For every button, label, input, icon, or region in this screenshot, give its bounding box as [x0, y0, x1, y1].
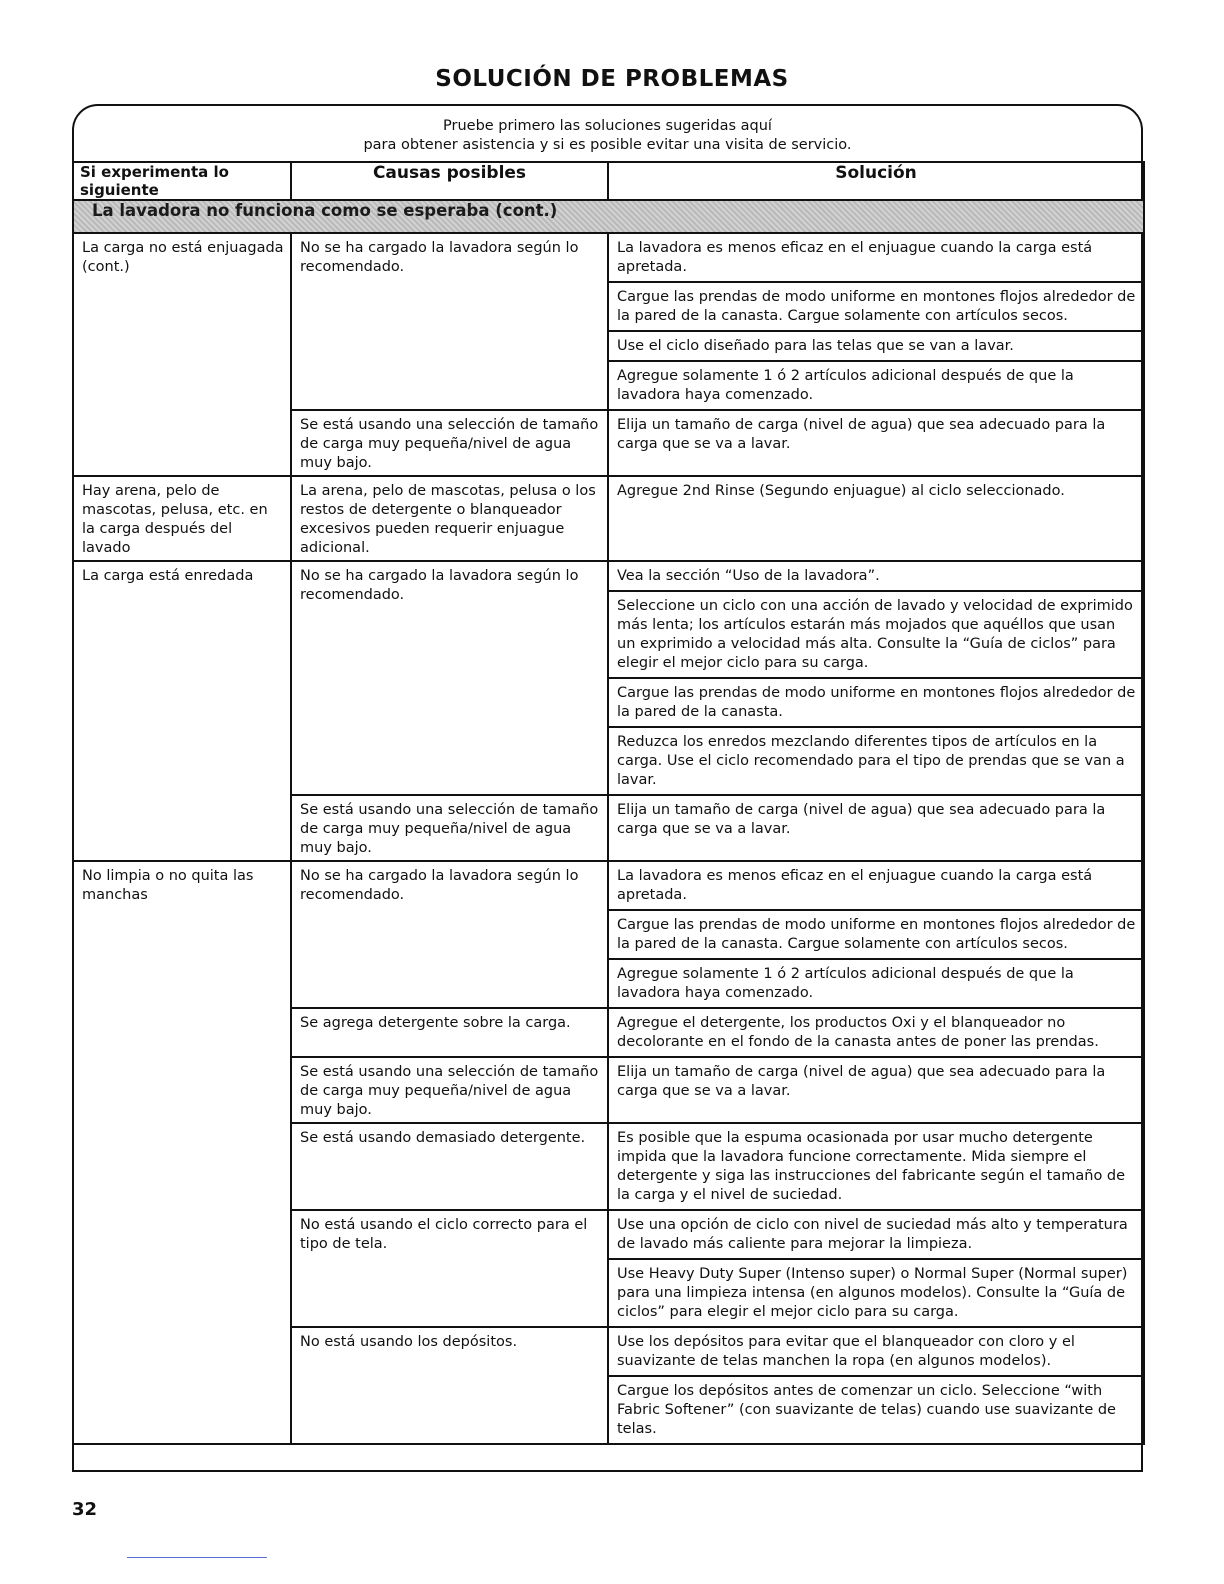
solution-item: Seleccione un ciclo con una acción de lavado y velocidad de exprimido más lenta; los artículos estarán más mojados que aquéllos que usan un exprimido a velocidad más alta. Consulte la “Guía de ciclos” para elegir el mejor ciclo para su carga.: [609, 592, 1143, 679]
symptom-cell: La carga no está enjuagada (cont.): [73, 233, 291, 476]
solution-cell: [608, 1210, 1144, 1327]
cause-cell: No se ha cargado la lavadora según lo recomendado.: [291, 233, 608, 410]
symptom-cell: La carga está enredada: [73, 561, 291, 861]
solution-item: Elija un tamaño de carga (nivel de agua) que sea adecuado para la carga que se va a lavar.: [617, 417, 1106, 452]
solution-item: Use una opción de ciclo con nivel de suciedad más alto y temperatura de lavado más caliente para mejorar la limpieza.: [609, 1211, 1143, 1260]
header-symptom: Si experimenta lo siguiente: [73, 162, 291, 200]
solution-cell: [608, 1008, 1144, 1057]
solution-item: La lavadora es menos eficaz en el enjuague cuando la carga está apretada.: [609, 862, 1143, 911]
footer-line: [127, 1557, 267, 1558]
cause-cell: La arena, pelo de mascotas, pelusa o los restos de detergente o blanqueador excesivos pueden requerir enjuague adicional.: [291, 476, 608, 561]
solution-item: Reduzca los enredos mezclando diferentes tipos de artículos en la carga. Use el ciclo recomendado para el tipo de prendas que se van a lavar.: [617, 734, 1125, 788]
solution-item: Use Heavy Duty Super (Intenso super) o Normal Super (Normal super) para una limpieza intensa (en algunos modelos). Consulte la “Guía de ciclos” para elegir el mejor ciclo para su carga.: [617, 1266, 1128, 1320]
intro-text: [72, 117, 1143, 155]
troubleshooting-table: [72, 161, 1145, 1445]
solution-item: Agregue 2nd Rinse (Segundo enjuague) al ciclo seleccionado.: [617, 483, 1065, 499]
cause-cell: Se está usando una selección de tamaño de carga muy pequeña/nivel de agua muy bajo.: [291, 795, 608, 861]
intro-line-1: Pruebe primero las soluciones sugeridas aquí: [443, 118, 772, 134]
solution-cell: [608, 233, 1144, 410]
solution-item: Agregue el detergente, los productos Oxi y el blanqueador no decolorante en el fondo de la canasta antes de poner las prendas.: [617, 1015, 1099, 1050]
solution-item: Agregue solamente 1 ó 2 artículos adicional después de que la lavadora haya comenzado.: [617, 368, 1074, 403]
intro-line-2: para obtener asistencia y si es posible evitar una visita de servicio.: [363, 137, 852, 153]
table-row: [73, 561, 1144, 795]
section-row: [73, 200, 1144, 233]
cause-cell: Se agrega detergente sobre la carga.: [291, 1008, 608, 1057]
cause-cell: No está usando los depósitos.: [291, 1327, 608, 1444]
solution-cell: [608, 561, 1144, 795]
cause-cell: Se está usando una selección de tamaño de carga muy pequeña/nivel de agua muy bajo.: [291, 1057, 608, 1123]
table-row: [73, 476, 1144, 561]
header-row: [73, 162, 1144, 200]
solution-cell: [608, 1327, 1144, 1444]
solution-item: Cargue los depósitos antes de comenzar un ciclo. Seleccione “with Fabric Softener” (con suavizante de telas) cuando use suavizante de telas.: [617, 1383, 1116, 1437]
solution-item: Vea la sección “Uso de la lavadora”.: [609, 562, 1143, 592]
symptom-cell: No limpia o no quita las manchas: [73, 861, 291, 1444]
page-title: SOLUCIÓN DE PROBLEMAS: [435, 66, 789, 92]
solution-item: Elija un tamaño de carga (nivel de agua) que sea adecuado para la carga que se va a lavar.: [617, 1064, 1106, 1099]
solution-item: Elija un tamaño de carga (nivel de agua) que sea adecuado para la carga que se va a lavar.: [617, 802, 1106, 837]
solution-item: La lavadora es menos eficaz en el enjuague cuando la carga está apretada.: [609, 234, 1143, 283]
table-row: [73, 861, 1144, 1008]
symptom-cell: Hay arena, pelo de mascotas, pelusa, etc. en la carga después del lavado: [73, 476, 291, 561]
cause-cell: No está usando el ciclo correcto para el tipo de tela.: [291, 1210, 608, 1327]
header-causes: Causas posibles: [291, 162, 608, 200]
cause-cell: Se está usando una selección de tamaño de carga muy pequeña/nivel de agua muy bajo.: [291, 410, 608, 476]
solution-cell: [608, 410, 1144, 476]
cause-cell: Se está usando demasiado detergente.: [291, 1123, 608, 1210]
solution-item: Agregue solamente 1 ó 2 artículos adicional después de que la lavadora haya comenzado.: [617, 966, 1074, 1001]
solution-cell: [608, 795, 1144, 861]
solution-cell: [608, 1123, 1144, 1210]
solution-item: Use el ciclo diseñado para las telas que se van a lavar.: [609, 332, 1143, 362]
solution-item: Cargue las prendas de modo uniforme en montones flojos alrededor de la pared de la canasta. Cargue solamente con artículos secos.: [609, 911, 1143, 960]
solution-cell: [608, 1057, 1144, 1123]
cause-cell: No se ha cargado la lavadora según lo recomendado.: [291, 861, 608, 1008]
solution-item: Use los depósitos para evitar que el blanqueador con cloro y el suavizante de telas manchen la ropa (en algunos modelos).: [609, 1328, 1143, 1377]
section-heading: La lavadora no funciona como se esperaba (cont.): [73, 200, 1144, 233]
solution-item: Cargue las prendas de modo uniforme en montones flojos alrededor de la pared de la canasta. Cargue solamente con artículos secos.: [609, 283, 1143, 332]
solution-cell: [608, 476, 1144, 561]
solution-item: Es posible que la espuma ocasionada por usar mucho detergente impida que la lavadora funcione correctamente. Mida siempre el detergente y siga las instrucciones del fabricante según el tamaño de la carga y el nivel de suciedad.: [617, 1130, 1126, 1203]
cause-cell: No se ha cargado la lavadora según lo recomendado.: [291, 561, 608, 795]
solution-cell: [608, 861, 1144, 1008]
table-row: [73, 233, 1144, 410]
header-solution: Solución: [608, 162, 1144, 200]
page-number: 32: [72, 1499, 98, 1520]
solution-item: Cargue las prendas de modo uniforme en montones flojos alrededor de la pared de la canasta.: [609, 679, 1143, 728]
